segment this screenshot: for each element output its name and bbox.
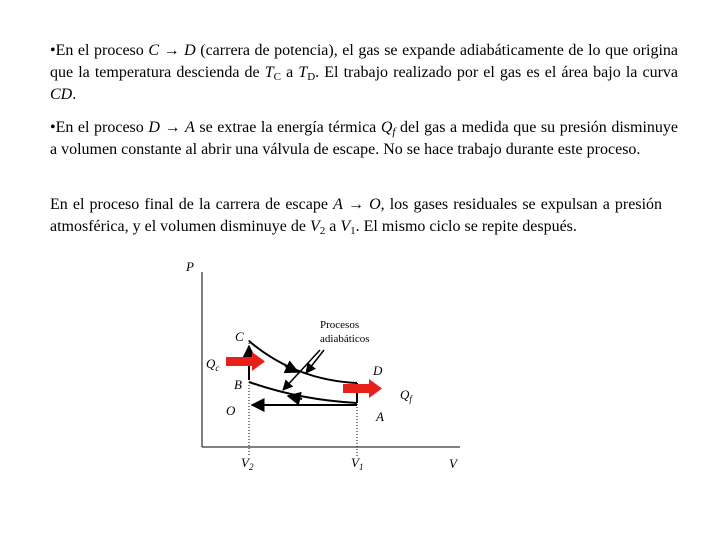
annotation-pointer-1 [283,350,320,390]
annotation-line-2: adiabáticos [320,333,370,345]
p-axis-label: P [186,259,194,274]
v2-label: $V_2$ [241,455,254,472]
point-b-label: B [234,377,242,392]
qc-heat-arrow [226,352,265,371]
annotation-line-1: Procesos [320,319,360,331]
point-c-label: C [235,329,244,344]
v-axis-label: V [449,456,457,471]
paragraph-exhaust-valve: •En el proceso D → A se extrae la energía térmica $Q_f$ del gas a medida que su presión disminuye a volumen constante al abrir una válvula de escape. No se hace trabajo durante este proceso. [50,119,679,158]
process-ob [249,382,357,403]
qf-label: $Q_f$ [400,387,412,404]
paragraph-power-stroke: •En el proceso C → D (carrera de potencia), el gas se expande adiabáticamente de lo que origina que la temperatura descienda de $T_C$ a $T_D$. El trabajo realizado por el gas es el área bajo la curva CD. [50,42,679,103]
point-d-label: D [373,363,383,378]
point-o-label: O [226,403,236,418]
v1-label: $V_1$ [351,455,364,472]
point-a-label: A [376,409,384,424]
paragraph-exhaust-stroke: En el proceso final de la carrera de escape A → O, los gases residuales se expulsan a presión atmosférica, y el volumen disminuye de $V_2$ a $V_1$. El mismo ciclo se repite después. [50,196,663,237]
process-cd [249,341,357,383]
qc-label: $Q_c$ [206,356,220,373]
